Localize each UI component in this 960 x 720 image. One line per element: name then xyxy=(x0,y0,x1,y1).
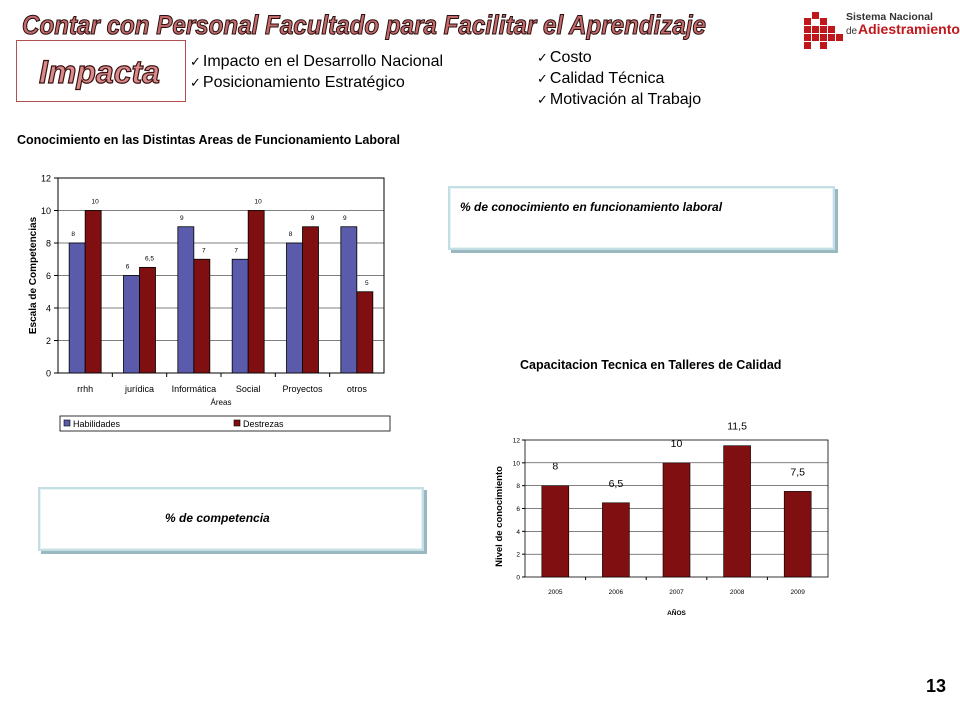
x-tick-label: rrhh xyxy=(77,384,94,394)
data-label: 6,5 xyxy=(608,477,624,490)
bar xyxy=(303,227,319,373)
check-icon: ✓ xyxy=(537,92,548,107)
bar xyxy=(602,503,629,577)
callout-laboral-text: % de conocimiento en funcionamiento laboral xyxy=(460,200,723,214)
data-label: 9 xyxy=(310,214,315,222)
chart1-title: Conocimiento en las Distintas Areas de Funcionamiento Laboral xyxy=(17,133,400,147)
y-tick-label: 0 xyxy=(45,368,51,379)
check-label: Motivación al Trabajo xyxy=(549,91,702,108)
data-label: 8 xyxy=(71,231,75,238)
check-item xyxy=(190,72,443,93)
bar xyxy=(287,243,303,373)
y-tick-label: 12 xyxy=(512,437,520,445)
data-label: 7 xyxy=(234,247,238,255)
checks-right xyxy=(537,47,701,110)
impacta-badge xyxy=(17,41,185,101)
bar xyxy=(542,486,569,577)
x-tick-label: 2008 xyxy=(729,589,745,596)
y-axis-title: Escala de Competencias xyxy=(28,216,39,335)
y-tick-label: 8 xyxy=(516,483,520,491)
x-tick-label: Proyectos xyxy=(282,384,323,394)
check-icon: ✓ xyxy=(190,75,201,90)
data-label: 6 xyxy=(125,263,130,271)
logo-line2: Adiestramiento xyxy=(858,21,960,37)
check-icon: ✓ xyxy=(537,50,548,65)
x-tick-label: Social xyxy=(235,384,261,394)
x-axis-title: Áreas xyxy=(210,398,232,407)
y-tick-label: 10 xyxy=(40,206,51,216)
data-label: 8 xyxy=(288,231,293,238)
callout-competencia-text: % de competencia xyxy=(165,511,270,525)
data-label: 11,5 xyxy=(727,420,747,433)
data-label: 6,5 xyxy=(144,255,155,263)
y-tick-label: 8 xyxy=(45,238,51,249)
data-label: 7 xyxy=(202,247,206,255)
slide-title xyxy=(20,4,710,44)
logo-line2-de: de xyxy=(846,26,858,37)
check-item xyxy=(537,47,701,68)
x-tick-label: otros xyxy=(346,384,367,394)
check-label: Impacto en el Desarrollo Nacional xyxy=(202,53,444,70)
x-tick-label: 2006 xyxy=(608,589,624,596)
y-tick-label: 12 xyxy=(40,173,51,184)
data-label: 9 xyxy=(343,214,347,222)
check-item xyxy=(190,51,443,72)
page-number: 13 xyxy=(926,676,947,696)
data-label: 8 xyxy=(552,460,559,473)
checks-left xyxy=(190,51,443,93)
bar xyxy=(724,446,751,577)
y-tick-label: 2 xyxy=(45,336,51,346)
check-item xyxy=(537,68,701,89)
chart2-title: Capacitacion Tecnica en Talleres de Calidad xyxy=(520,358,782,372)
x-tick-label: jurídica xyxy=(124,384,155,394)
legend-swatch xyxy=(64,420,70,426)
legend-label: Habilidades xyxy=(73,419,121,429)
x-tick-label: 2009 xyxy=(790,589,805,596)
logo-mark-icon xyxy=(804,12,843,49)
slide-title-text: Contar con Personal Facultado para Facilitar el Aprendizaje xyxy=(22,10,706,40)
bar xyxy=(357,292,373,373)
logo-line1: Sistema Nacional xyxy=(846,11,933,23)
bar xyxy=(248,211,264,374)
y-tick-label: 4 xyxy=(45,303,51,314)
x-tick-label: 2005 xyxy=(548,589,563,596)
impacta-box xyxy=(16,40,186,102)
check-item xyxy=(537,89,701,110)
bar xyxy=(140,267,156,373)
check-label: Posicionamiento Estratégico xyxy=(202,74,405,91)
bar xyxy=(85,211,101,374)
check-label: Costo xyxy=(549,49,592,66)
bar xyxy=(194,259,210,373)
bar xyxy=(663,463,690,577)
bar xyxy=(69,243,85,373)
x-axis-title: AÑOS xyxy=(667,610,686,617)
check-icon: ✓ xyxy=(190,54,201,69)
y-tick-label: 10 xyxy=(512,460,520,468)
y-tick-label: 2 xyxy=(516,551,520,559)
y-tick-label: 0 xyxy=(516,574,520,582)
data-label: 5 xyxy=(365,279,369,287)
x-tick-label: Informática xyxy=(171,384,217,394)
y-tick-label: 6 xyxy=(45,271,51,281)
impacta-text: Impacta xyxy=(39,54,160,90)
data-label: 9 xyxy=(180,214,184,222)
y-tick-label: 4 xyxy=(516,528,520,536)
chart-capacitacion xyxy=(485,410,835,630)
data-label: 10 xyxy=(91,198,99,206)
data-label: 7,5 xyxy=(790,466,806,479)
data-label: 10 xyxy=(254,198,262,206)
bar xyxy=(232,259,248,373)
check-label: Calidad Técnica xyxy=(549,70,665,87)
legend-swatch xyxy=(234,420,240,426)
data-label: 10 xyxy=(670,437,683,450)
bar xyxy=(178,227,194,373)
check-icon: ✓ xyxy=(537,71,548,86)
bar xyxy=(784,491,811,577)
x-tick-label: 2007 xyxy=(669,589,684,596)
bar xyxy=(124,276,140,374)
callout-laboral xyxy=(448,186,835,250)
callout-competencia xyxy=(38,487,424,551)
legend-label: Destrezas xyxy=(243,419,284,429)
bar xyxy=(341,227,357,373)
y-axis-title: Nivel de conocimiento xyxy=(494,466,505,567)
sna-logo xyxy=(800,4,960,54)
y-tick-label: 6 xyxy=(516,506,520,513)
chart-competencias xyxy=(20,168,400,438)
